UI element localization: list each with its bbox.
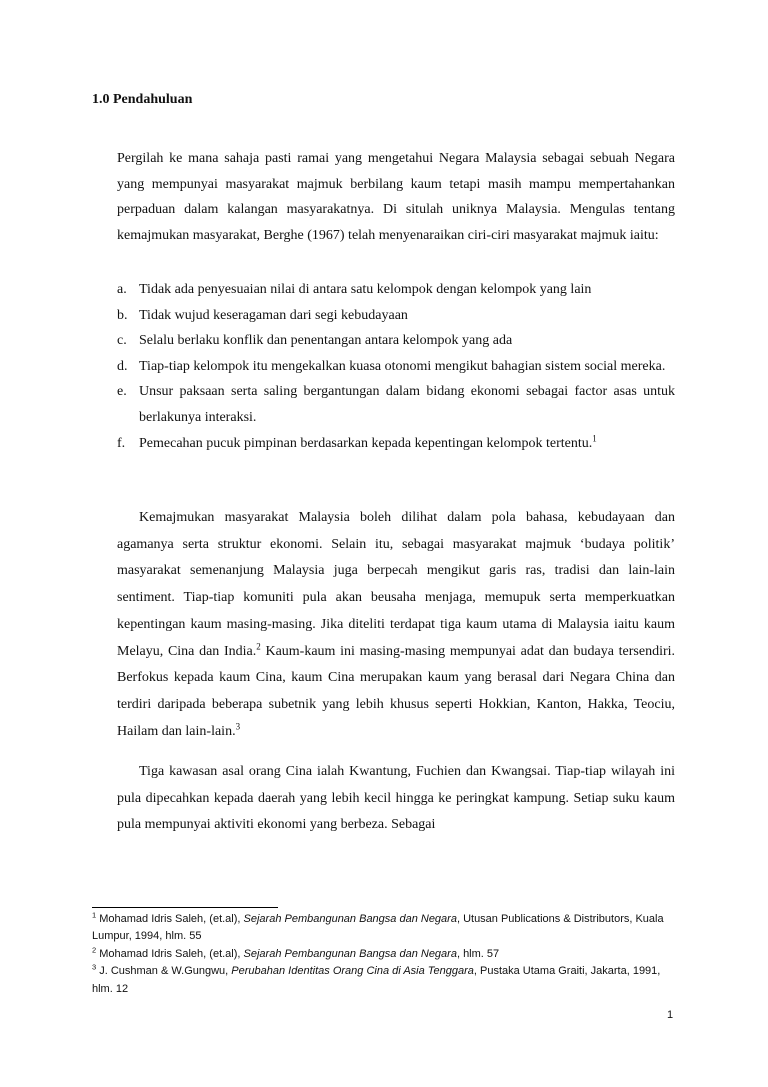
body-paragraph-3: Tiga kawasan asal orang Cina ialah Kwantung, Fuchien dan Kwangsai. Tiap-tiap wilayah ini pula dipecahkan kepada daerah yang lebih kecil hingga ke peringkat kampung. Setiap suku kaum pula mempunyai aktiviti ekonomi yang berbeza. Sebagai: [117, 764, 675, 833]
footnote-title: Sejarah Pembangunan Bangsa dan Negara: [243, 947, 457, 960]
list-item-text: Tiap-tiap kelompok itu mengekalkan kuasa otonomi mengikut bahagian sistem social mereka.: [139, 358, 666, 374]
list-item: [117, 277, 675, 303]
characteristics-list: [117, 277, 675, 456]
paragraph-text: Kemajmukan masyarakat Malaysia boleh dilihat dalam pola bahasa, kebudayaan dan agamanya serta struktur ekonomi. Selain itu, sebagai masyarakat majmuk ‘budaya politik’ masyarakat semenanjung Malaysia juga berpecah mengikut garis ras, tradisi dan lain-lain sentiment. Tiap-tiap komuniti pula akan beusaha menjaga, memupuk serta memperkuatkan kepentingan kaum masing-masing. Jika diteliti terdapat tiga kaum utama di Malaysia iaitu kaum Melayu, Cina dan India.: [117, 510, 675, 659]
footnote-title: Perubahan Identitas Orang Cina di Asia Tenggara: [231, 965, 474, 978]
list-item-text: Selalu berlaku konflik dan penentangan antara kelompok yang ada: [139, 333, 513, 349]
list-item: [117, 303, 675, 329]
footnote: [92, 911, 682, 946]
footnote-ref[interactable]: 3: [235, 720, 241, 731]
section-heading: 1.0 Pendahuluan: [92, 92, 193, 107]
list-item: [117, 379, 675, 430]
list-item-text: Tidak ada penyesuaian nilai di antara satu kelompok dengan kelompok yang lain: [139, 282, 592, 297]
footnote-number: 1: [92, 910, 97, 920]
footnote: [92, 963, 682, 998]
list-item-letter: d.: [117, 358, 128, 374]
footnote-title: Sejarah Pembangunan Bangsa dan Negara: [243, 913, 457, 925]
footnote-text: Mohamad Idris Saleh, (et.al),: [96, 913, 244, 925]
paragraph-text: Kaum-kaum ini masing-masing mempunyai adat dan budaya tersendiri. Berfokus kepada kaum Cina, kaum Cina merupakan kaum yang berasal dari Negara China dan terdiri daripada beberapa subetnik yang lebih khusus seperti Hokkian, Kanton, Hakka, Teociu, Hailam dan lain-lain.: [117, 643, 676, 739]
footnote-ref[interactable]: 2: [256, 640, 261, 651]
list-item-letter: a.: [117, 282, 127, 297]
footnote-text: , hlm. 57: [456, 947, 500, 960]
list-item-letter: c.: [117, 333, 127, 349]
footnote-text: J. Cushman & W.Gungwu,: [96, 965, 232, 978]
list-item: [117, 354, 675, 380]
footnote-text: , Utusan Publications & Distributors, Kuala Lumpur, 1994, hlm. 55: [92, 913, 664, 943]
page-number: 1: [667, 1009, 674, 1021]
list-item: [117, 431, 675, 457]
footnote-separator: [92, 907, 278, 908]
list-item-text: Tidak wujud keseragaman dari segi kebudayaan: [139, 307, 408, 323]
body-paragraph-2: [117, 505, 675, 745]
list-item-letter: e.: [117, 384, 127, 400]
list-item-text: Unsur paksaan serta saling bergantungan dalam bidang ekonomi sebagai factor asas untuk berlakunya interaksi.: [139, 384, 675, 425]
footnotes: [92, 911, 682, 998]
footnote-number: 3: [92, 962, 97, 972]
list-item-text: [139, 431, 675, 457]
list-item: [117, 328, 675, 354]
footnote-text: , Pustaka Utama Graiti, Jakarta, 1991, hlm. 12: [92, 965, 661, 995]
list-item-letter: b.: [117, 307, 128, 323]
list-item-letter: f.: [117, 435, 126, 451]
intro-paragraph: Pergilah ke mana sahaja pasti ramai yang mengetahui Negara Malaysia sebagai sebuah Negara yang mempunyai masyarakat majmuk berbilang kaum tetapi masih mampu mempertahankan perpaduan dalam kalangan masyarakatnya. Di situlah uniknya Malaysia. Mengulas tentang kemajmukan masyarakat, Berghe (1967) telah menyenaraikan ciri-ciri masyarakat majmuk iaitu:: [117, 151, 675, 243]
list-item-body: Pemecahan pucuk pimpinan berdasarkan kepada kepentingan kelompok tertentu.: [139, 435, 593, 451]
footnote-text: Mohamad Idris Saleh, (et.al),: [96, 947, 244, 960]
footnote-number: 2: [92, 945, 97, 955]
footnote-ref[interactable]: 1: [592, 432, 597, 443]
footnote: [92, 946, 682, 963]
